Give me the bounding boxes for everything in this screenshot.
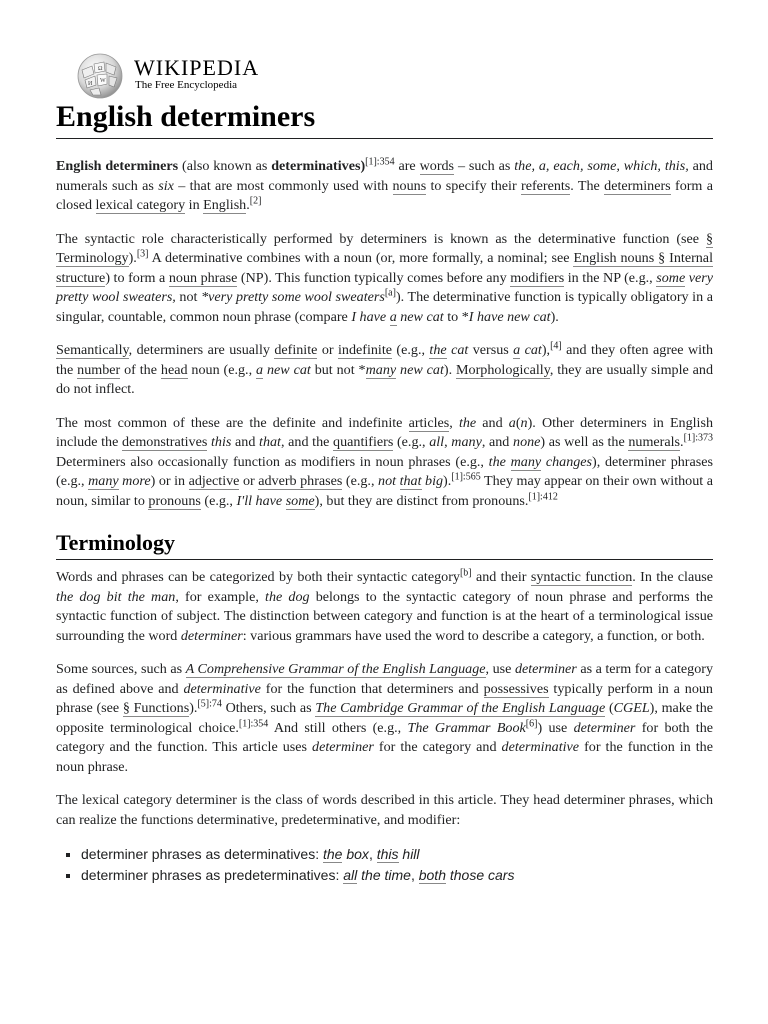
italic-text: the	[488, 453, 511, 470]
italic-text: hill	[398, 846, 420, 862]
italic-text: I have new cat	[468, 308, 551, 325]
italic-text: The Grammar Book	[407, 719, 526, 736]
italic-text: a	[508, 414, 516, 431]
wiki-link[interactable]: many	[88, 473, 119, 489]
italic-text: box	[342, 846, 369, 862]
italic-text: all	[429, 434, 445, 450]
article-body	[56, 157, 713, 886]
site-header	[56, 50, 713, 100]
wiki-link[interactable]: adverb phrases	[258, 473, 343, 489]
italic-text: very pretty wool sweaters,	[56, 269, 714, 305]
bullet-list	[56, 844, 713, 886]
wiki-link[interactable]: a	[513, 342, 521, 358]
citation-link[interactable]: [3]	[136, 248, 149, 260]
italic-text: determiner	[180, 627, 243, 644]
wiki-link[interactable]: both	[418, 867, 446, 883]
italic-text: cat	[520, 342, 542, 358]
wiki-link[interactable]: numerals	[628, 434, 681, 450]
svg-text:И: И	[88, 81, 93, 87]
wiki-link[interactable]: A Comprehensive Grammar of the English Language	[185, 661, 486, 677]
paragraph: English determiners (also known as determinatives)$^{[1]:354}$ are words – such as the, a, each, some, which, this, and numerals such as six – that are most commonly used with nouns to specify their referents. The determiners form a closed lexical category in English.[2]	[56, 156, 713, 213]
paragraph: The syntactic role characteristically performed by determiners is known as the determinative function (see § Terminology).[3] A determinative combines with a noun (or, more formally, a nominal; see English nouns § Internal structure) to form a noun phrase (NP). This function typically comes before any modifiers in the NP (e.g., some very pretty wool sweaters, not *very pretty some wool sweaters[a]). The determinative function is typically obligatory in a singular, countable, common noun phrase (compare I have a new cat to *I have new cat).	[56, 230, 714, 325]
italic-text: new cat	[263, 361, 311, 378]
italic-text: determiner	[573, 719, 636, 736]
wiki-link[interactable]: many	[365, 361, 397, 378]
paragraph: Words and phrases can be categorized by both their syntactic category[b] and their syntactic function. In the clause the dog bit the man, for example, the dog belongs to the syntactic category of noun phrase and performs the syntactic function of subject. The distinction between category and function is at the heart of a terminological issue surrounding the word determiner: various grammars have used the word to describe a category, a function, or both.	[56, 567, 714, 644]
paragraph: The lexical category determiner is the class of words described in this article. They head determiner phrases, which can realize the functions determinative, predeterminative, and modifier:	[56, 792, 713, 828]
wiki-link[interactable]: number	[77, 361, 121, 378]
italic-text: cat	[446, 342, 469, 358]
wiki-link[interactable]: the	[323, 846, 343, 862]
wiki-link[interactable]: The Cambridge Grammar of the English Language	[315, 700, 606, 716]
wiki-link[interactable]: Semantically	[56, 342, 129, 358]
citation-link[interactable]: [b]	[459, 567, 472, 579]
italic-text: those cars	[445, 867, 515, 883]
italic-text: new cat	[396, 308, 444, 325]
wiki-link[interactable]: demonstratives	[122, 434, 208, 450]
italic-text: I'll have	[236, 492, 286, 509]
wiki-link[interactable]: that	[399, 473, 422, 489]
paragraph: The most common of these are the definite and indefinite articles, the and a(n). Other determiners in English include the demonstratives this and that, and the quantifiers (e.g., all, many, and none) as well as the numerals.$^{[1]:373}$ Determiners also occasionally function as modifiers in noun phrases (e.g., the many changes), determiner phrases (e.g., many more) or in adjective or adverb phrases (e.g., not that big).$^{[1]:565}$ They may appear on their own without a noun, similar to pronouns (e.g., I'll have some), but they are distinct from pronouns.$^{[1]:412}$	[56, 414, 714, 509]
wiki-link[interactable]: English	[203, 197, 247, 213]
bold-text: English determiners	[56, 158, 179, 174]
wiki-link[interactable]: definite	[274, 342, 318, 358]
section-heading: Terminology	[56, 529, 713, 560]
italic-text: the dog bit the man	[56, 588, 176, 605]
italic-text: the dog	[265, 588, 310, 605]
wiki-link[interactable]: this	[376, 846, 399, 862]
wiki-link[interactable]: § Terminology	[56, 230, 713, 266]
citation-link[interactable]: [1]:354	[365, 156, 395, 168]
svg-text:W: W	[100, 78, 106, 84]
italic-text: this	[211, 434, 232, 450]
italic-text: the	[458, 414, 477, 431]
site-tagline: The Free Encyclopedia	[135, 79, 238, 91]
wiki-link[interactable]: the	[429, 342, 447, 358]
wiki-link[interactable]: indefinite	[337, 342, 392, 358]
wiki-link[interactable]: Morphologically	[456, 361, 550, 378]
wiki-link[interactable]: English nouns § Internal structure	[56, 250, 713, 286]
italic-text: big	[421, 473, 444, 489]
site-wordmark[interactable]: WIKIPEDIA	[134, 55, 260, 80]
wiki-link[interactable]: determiners	[604, 177, 671, 194]
italic-text: CGEL	[613, 700, 650, 716]
italic-text: n	[520, 414, 528, 431]
citation-link[interactable]: [2]	[249, 195, 262, 207]
wiki-link[interactable]: some	[656, 269, 686, 286]
wiki-link[interactable]: many	[510, 453, 542, 470]
citation-link[interactable]: [1]:412	[528, 490, 558, 502]
citation-link[interactable]: [1]:354	[238, 717, 269, 729]
wikipedia-globe-logo-icon[interactable]	[74, 52, 126, 100]
italic-text: six	[158, 177, 174, 194]
wiki-link[interactable]: words	[419, 158, 455, 174]
italic-text: many	[451, 434, 482, 450]
italic-text: determinative	[183, 680, 261, 697]
italic-text: changes	[541, 453, 593, 470]
wiki-link[interactable]: some	[285, 492, 315, 509]
citation-link[interactable]: [1]:373	[683, 432, 714, 444]
wiki-link[interactable]: noun phrase	[168, 269, 238, 286]
citation-link[interactable]: [1]:565	[451, 471, 481, 483]
wiki-link[interactable]: a	[389, 308, 397, 325]
bold-text: determinatives)	[271, 158, 366, 174]
citation-link[interactable]: [6]	[525, 717, 538, 729]
wiki-link[interactable]: referents	[521, 177, 571, 194]
italic-text: none	[513, 434, 541, 450]
italic-text: the time	[357, 867, 411, 883]
wiki-link[interactable]: lexical category	[95, 197, 186, 213]
page	[56, 50, 713, 886]
italic-text: the, a, each, some, which, this,	[514, 158, 689, 174]
list-item: ▪ determiner phrases as determinatives: the box, this hill	[81, 844, 713, 865]
citation-link[interactable]: [5]:74	[197, 698, 222, 710]
citation-link[interactable]: [a]	[384, 287, 396, 299]
wiki-link[interactable]: quantifiers	[333, 434, 394, 450]
list-item: ▪ determiner phrases as predeterminatives: all the time, both those cars	[81, 865, 713, 886]
italic-text: not	[378, 473, 400, 489]
paragraph: Some sources, such as A Comprehensive Grammar of the English Language, use determiner as a term for a category as defined above and determinative for the function that determiners and possessives typically perform in a noun phrase (see § Functions).$^{[5]:74}$ Others, such as The Cambridge Grammar of the English Language (CGEL), make the opposite terminological choice.$^{[1]:354}$ And still others (e.g., The Grammar Book[6]) use determiner for both the category and the function. This article uses determiner for the category and determinative for the function in the noun phrase.	[56, 661, 714, 775]
wiki-link[interactable]: syntactic function	[530, 569, 633, 585]
italic-text: determinative	[501, 739, 580, 755]
wiki-link[interactable]: adjective	[188, 473, 240, 489]
wiki-link[interactable]: a	[256, 361, 264, 378]
wiki-link[interactable]: § Functions	[122, 700, 190, 716]
wiki-link[interactable]: head	[160, 361, 188, 378]
wiki-link[interactable]: pronouns	[148, 492, 201, 509]
wiki-link[interactable]: nouns	[392, 177, 427, 194]
italic-text: new cat	[396, 361, 444, 378]
italic-text: determiner	[312, 739, 374, 755]
wiki-link[interactable]: all	[343, 867, 358, 883]
italic-text: more	[118, 473, 151, 489]
paragraph: Semantically, determiners are usually definite or indefinite (e.g., the cat versus a cat),[4] and they often agree with the number of the head noun (e.g., a new cat but not *many new cat). Morphologically, they are usually simple and do not inflect.	[56, 340, 714, 397]
wiki-link[interactable]: modifiers	[510, 269, 565, 286]
svg-text:Ω: Ω	[98, 66, 103, 72]
wiki-link[interactable]: possessives	[483, 680, 549, 697]
citation-link[interactable]: [4]	[550, 340, 562, 352]
italic-text: determiner	[514, 661, 577, 677]
italic-text: that	[259, 434, 281, 450]
italic-text: *very pretty some wool sweaters	[201, 289, 385, 305]
wiki-link[interactable]: articles	[408, 414, 450, 431]
italic-text: I have	[351, 308, 390, 325]
page-title: English determiners	[56, 100, 713, 139]
